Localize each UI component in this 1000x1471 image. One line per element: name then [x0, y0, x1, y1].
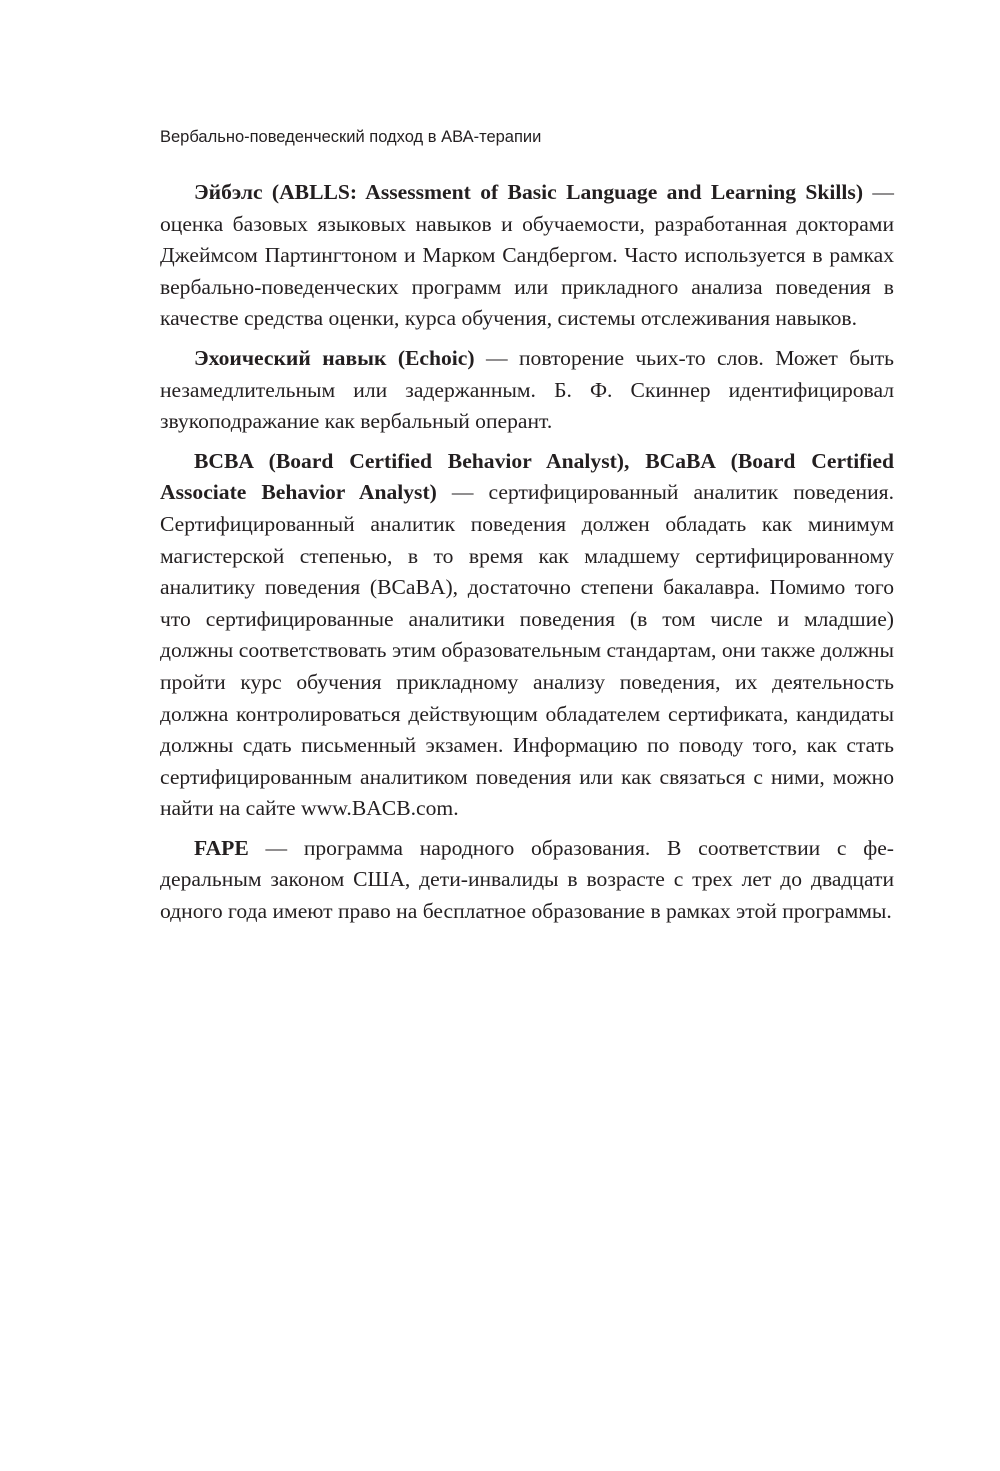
definition-ablls: — оценка базовых языковых навыков и обучаемости, разработанная докторами Джеймсом Партингтоном и Марком Сандбергом. Часто используется в рамках вербально-поведенческих программ или прикладного анализа поведения в качестве средства оценки, курса обучения, системы отслеживания навыков.: [160, 180, 894, 331]
definition-bcba: — сертифицированный аналитик поведения. Сертифицированный аналитик поведения должен обладать как минимум магистерской степенью, в то время как младшему сертифицированному аналитику поведения (BCaBA), достаточно степени бакалавра. Помимо того что сертифицированные аналитики поведения (в том числе и младшие) должны соответствовать этим образовательным стандартам, они также должны пройти курс обучения прикладному анализу поведения, их деятельность должна контролироваться действующим обладателем сертификата, кандидаты должны сдать письменный экзамен. Информацию по поводу того, как стать сертифицированным аналитиком поведения или как связаться с ними, можно найти на сайте www.BACB.com.: [160, 480, 894, 821]
glossary-entry-echoic: [160, 343, 894, 438]
glossary-body: [160, 177, 894, 936]
definition-fape: — программа народного образования. В соответствии с федеральным законом США, дети-инвалиды в возрасте с трех лет до двадцати одного года имеют право на бесплатное образование в рамках этой программы.: [160, 835, 894, 924]
term-ablls: Эйбэлс (ABLLS: Assessment of Basic Language and Learning Skills): [194, 180, 864, 204]
running-head: Вербально-поведенческий подход в АВА-терапии: [160, 128, 542, 146]
term-fape: FAPE: [194, 835, 249, 860]
glossary-entry-bcba: [160, 446, 894, 825]
glossary-entry-fape: [160, 833, 894, 928]
term-bcba: BCBA (Board Certified Behavior Analyst), BCaBA (Board Certified Associate Behavior Analyst): [160, 448, 894, 505]
term-echoic: Эхоический навык (Echoic): [194, 345, 475, 370]
definition-echoic: — повторение чьих-то слов. Может быть незамедлительным или задержанным. Б. Ф. Скиннер идентифицировал звукоподражание как вербальный оперант.: [160, 345, 894, 434]
glossary-entry-ablls: [160, 177, 894, 335]
